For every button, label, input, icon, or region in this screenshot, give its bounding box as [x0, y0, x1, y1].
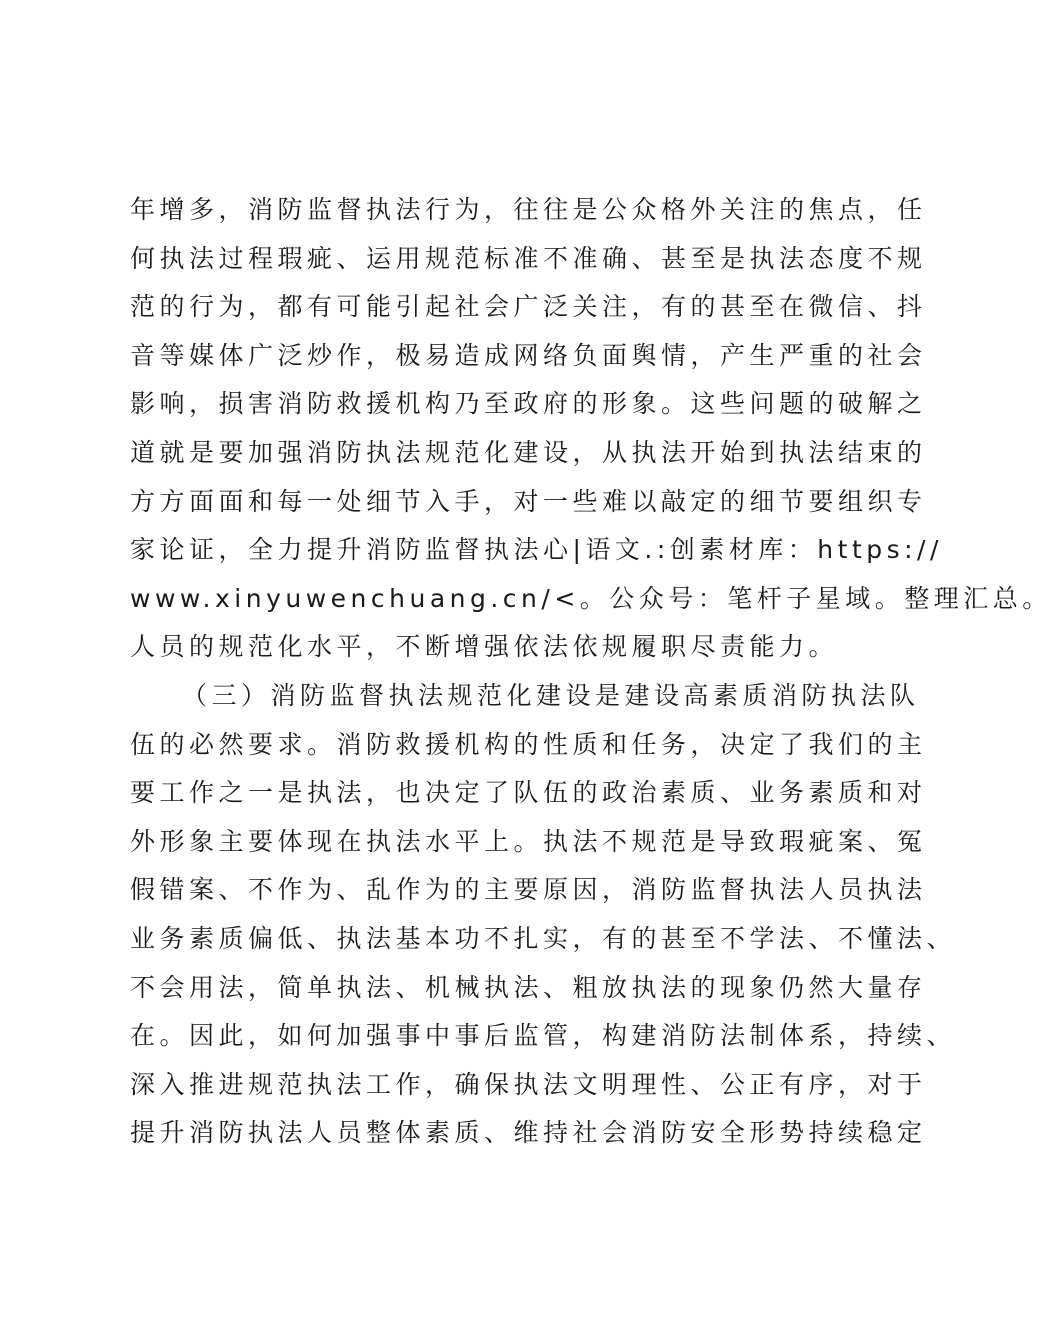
text-line: 外形象主要体现在执法水平上。执法不规范是导致瑕疵案、冤 — [130, 826, 927, 856]
paragraph-heading-line: （三）消防监督执法规范化建设是建设高素质消防执法队 — [182, 680, 920, 710]
text-line: 范的行为，都有可能引起社会广泛关注，有的甚至在微信、抖 — [130, 292, 927, 322]
body-text — [130, 186, 1052, 1158]
text-line: 何执法过程瑕疵、运用规范标准不准确、甚至是执法态度不规 — [130, 243, 927, 273]
text-line: 在。因此，如何加强事中事后监管，构建消防法制体系，持续、 — [130, 1021, 957, 1051]
text-line: 要工作之一是执法，也决定了队伍的政治素质、业务素质和对 — [130, 778, 927, 808]
text-line: 伍的必然要求。消防救援机构的性质和任务，决定了我们的主 — [130, 729, 927, 759]
text-line: 方方面面和每一处细节入手，对一些难以敲定的细节要组织专 — [130, 486, 927, 516]
text-line: 深入推进规范执法工作，确保执法文明理性、公正有序，对于 — [130, 1069, 927, 1099]
text-line: 影响，损害消防救援机构乃至政府的形象。这些问题的破解之 — [130, 389, 927, 419]
text-line: 业务素质偏低、执法基本功不扎实，有的甚至不学法、不懂法、 — [130, 923, 957, 953]
text-line: 提升消防执法人员整体素质、维持社会消防安全形势持续稳定 — [130, 1118, 927, 1148]
text-line: 年增多，消防监督执法行为，往往是公众格外关注的焦点，任 — [130, 195, 927, 224]
text-line: 人员的规范化水平，不断增强依法依规履职尽责能力。 — [130, 632, 839, 662]
text-line: 音等媒体广泛炒作，极易造成网络负面舆情，产生严重的社会 — [130, 340, 927, 370]
text-line: 不会用法，简单执法、机械执法、粗放执法的现象仍然大量存 — [130, 972, 927, 1002]
text-line: 道就是要加强消防执法规范化建设，从执法开始到执法结束的 — [130, 437, 927, 467]
text-line: 家论证，全力提升消防监督执法心|语文.:创素材库：https:// — [130, 535, 943, 565]
text-line: 假错案、不作为、乱作为的主要原因，消防监督执法人员执法 — [130, 875, 927, 905]
text-line: www.xinyuwenchuang.cn/<。公众号：笔杆子星域。整理汇总。 — [130, 583, 1052, 613]
